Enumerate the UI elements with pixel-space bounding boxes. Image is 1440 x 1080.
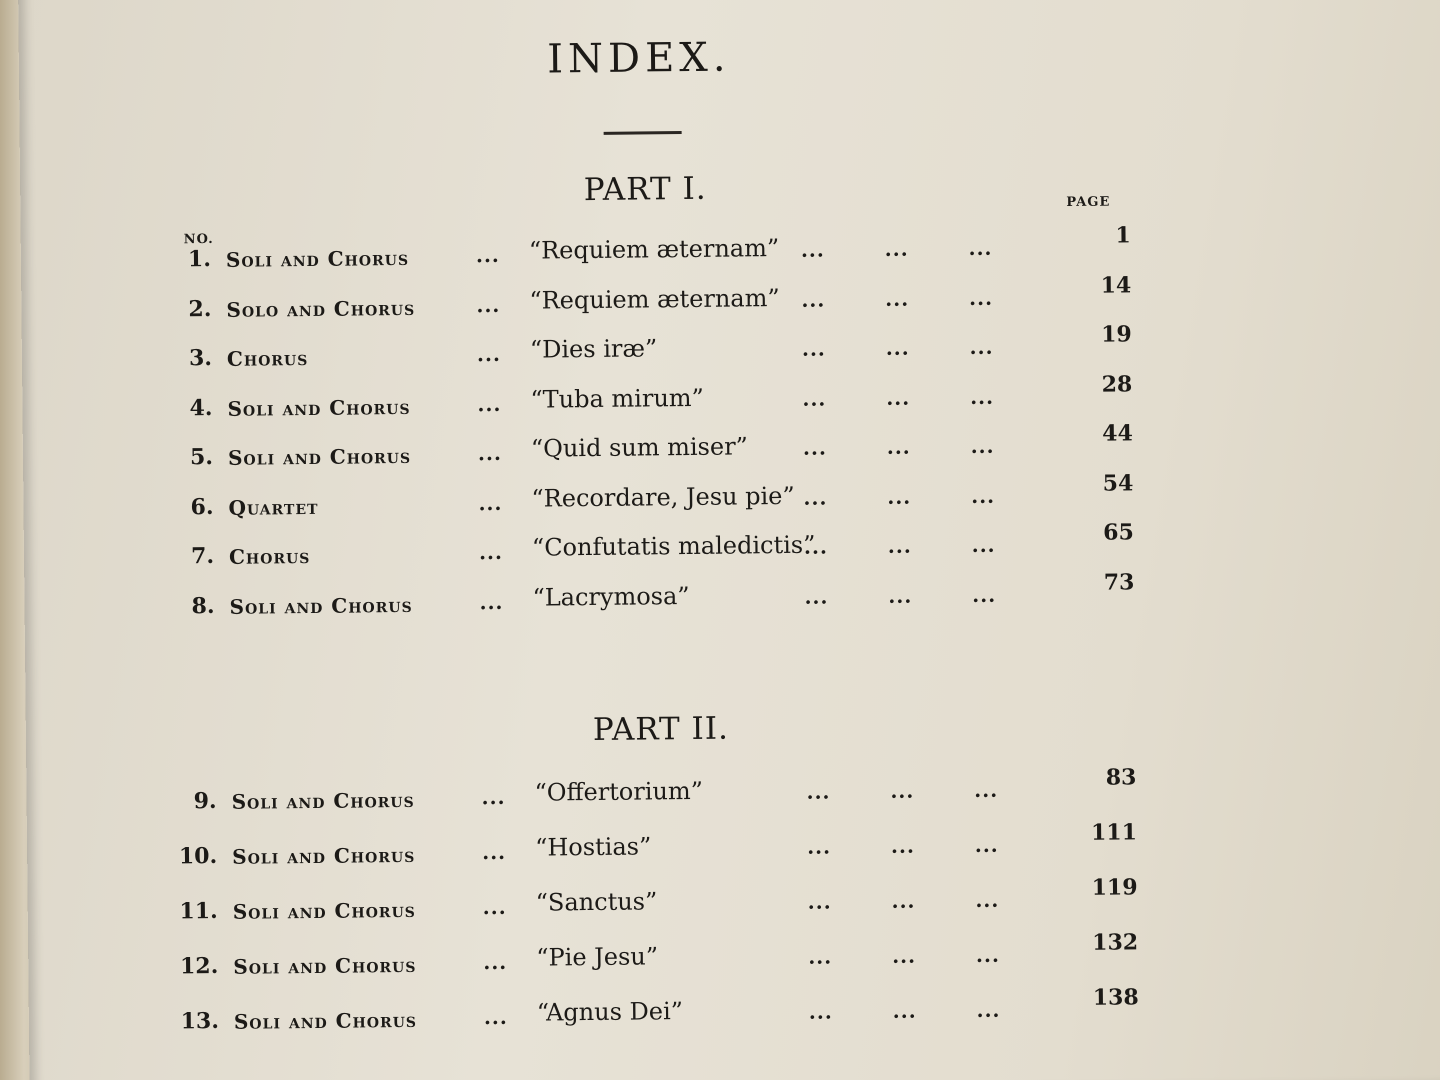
kind-leader: ... — [483, 949, 508, 975]
page-leader: ... ... ... — [806, 777, 999, 804]
entry-kind: Soli and Chorus — [227, 394, 411, 421]
kind-leader: ... — [478, 490, 503, 515]
page-leader: ... ... ... — [804, 582, 997, 609]
page-title: INDEX. — [546, 34, 731, 83]
index-entry — [23, 469, 1440, 535]
page-column-header: PAGE — [1066, 194, 1111, 211]
entry-number: 11. — [179, 897, 218, 925]
entry-page: 44 — [1102, 420, 1133, 447]
entry-page: 138 — [1092, 984, 1139, 1011]
entry-kind: Soli and Chorus — [227, 443, 412, 470]
page-leader: ... ... ... — [803, 532, 996, 559]
index-entry — [22, 370, 1440, 437]
entry-kind: Soli and Chorus — [233, 1007, 418, 1034]
index-entry — [29, 984, 1440, 1050]
entry-number: 12. — [179, 952, 219, 980]
index-entry — [28, 929, 1440, 995]
index-entry — [26, 764, 1440, 830]
entry-page: 119 — [1091, 874, 1138, 901]
kind-leader: ... — [476, 292, 501, 317]
kind-leader: ... — [482, 839, 507, 865]
page-leader: ... ... ... — [807, 887, 1000, 914]
page-leader: ... ... ... — [808, 997, 1001, 1024]
entry-work: “Confutatis maledictis” — [531, 530, 816, 562]
index-page — [18, 0, 1440, 1080]
index-entry — [27, 819, 1440, 885]
entry-work: “Lacrymosa” — [532, 581, 690, 612]
title-rule — [604, 131, 682, 135]
kind-leader: ... — [483, 1004, 508, 1030]
entry-page: 73 — [1103, 568, 1135, 596]
entry-page: 14 — [1100, 271, 1132, 299]
index-entry — [24, 519, 1440, 585]
index-entry — [23, 420, 1440, 486]
entry-number: 13. — [180, 1007, 220, 1035]
page-leader: ... ... ... — [801, 334, 994, 361]
entry-kind: Quartet — [228, 494, 319, 520]
entry-kind: Soli and Chorus — [233, 952, 417, 979]
kind-leader: ... — [477, 391, 502, 416]
entry-page: 28 — [1101, 370, 1133, 398]
entry-number: 2. — [188, 295, 212, 322]
entry-number: 3. — [188, 344, 213, 372]
entry-number: 6. — [190, 493, 214, 520]
page-leader: ... ... ... — [803, 483, 996, 510]
entry-page: 65 — [1103, 519, 1134, 546]
entry-kind: Soli and Chorus — [225, 245, 410, 272]
kind-leader: ... — [482, 894, 507, 920]
index-entry — [21, 271, 1440, 338]
page-leader: ... ... ... — [808, 942, 1000, 969]
entry-page: 83 — [1105, 764, 1137, 791]
entry-kind: Soli and Chorus — [232, 897, 416, 924]
part-1-title: PART I. — [583, 170, 707, 209]
index-entry — [21, 222, 1440, 288]
entry-kind: Soli and Chorus — [232, 842, 416, 869]
entry-page: 1 — [1115, 222, 1131, 249]
page-leader: ... ... ... — [801, 285, 994, 312]
page-leader: ... ... ... — [800, 235, 993, 262]
page-leader: ... ... ... — [802, 433, 995, 460]
entry-number: 1. — [187, 245, 212, 273]
number-column-header: NO. — [183, 231, 214, 248]
part-2-title: PART II. — [592, 710, 730, 749]
entry-number: 7. — [190, 542, 215, 570]
entry-work: “Tuba mirum” — [530, 383, 704, 414]
kind-leader: ... — [477, 440, 502, 466]
entry-kind: Chorus — [228, 543, 311, 569]
entry-kind: Solo and Chorus — [226, 295, 416, 322]
page-leader: ... ... ... — [806, 832, 999, 859]
kind-leader: ... — [478, 539, 504, 565]
entry-page: 54 — [1102, 469, 1134, 497]
kind-leader: ... — [476, 341, 501, 367]
entry-page: 111 — [1090, 819, 1138, 846]
index-entry — [24, 568, 1440, 634]
entry-work: “Sanctus” — [535, 887, 658, 917]
entry-work: “Offertorium” — [534, 776, 704, 807]
kind-leader: ... — [475, 242, 500, 268]
page-leader: ... ... ... — [802, 384, 995, 411]
entry-kind: Soli and Chorus — [229, 592, 413, 619]
entry-work: “Requiem æternam” — [529, 283, 780, 315]
index-entry — [22, 321, 1440, 387]
entry-page: 132 — [1092, 929, 1139, 956]
entry-number: 5. — [189, 443, 214, 471]
index-entry — [28, 874, 1440, 940]
entry-kind: Chorus — [226, 345, 309, 371]
entry-number: 10. — [178, 842, 218, 870]
entry-number: 8. — [191, 592, 215, 619]
entry-work: “Hostias” — [534, 832, 652, 862]
entry-number: 9. — [193, 787, 217, 815]
kind-leader: ... — [479, 589, 504, 614]
entry-work: “Requiem æternam” — [528, 234, 780, 265]
entry-number: 4. — [189, 394, 213, 421]
entry-work: “Agnus Dei” — [536, 997, 684, 1027]
entry-work: “Pie Jesu” — [536, 942, 659, 972]
entry-work: “Dies iræ” — [529, 334, 658, 364]
kind-leader: ... — [481, 784, 506, 810]
entry-page: 19 — [1101, 321, 1132, 348]
entry-work: “Quid sum miser” — [530, 432, 749, 463]
entry-work: “Recordare, Jesu pie” — [531, 481, 795, 513]
entry-kind: Soli and Chorus — [231, 787, 415, 814]
